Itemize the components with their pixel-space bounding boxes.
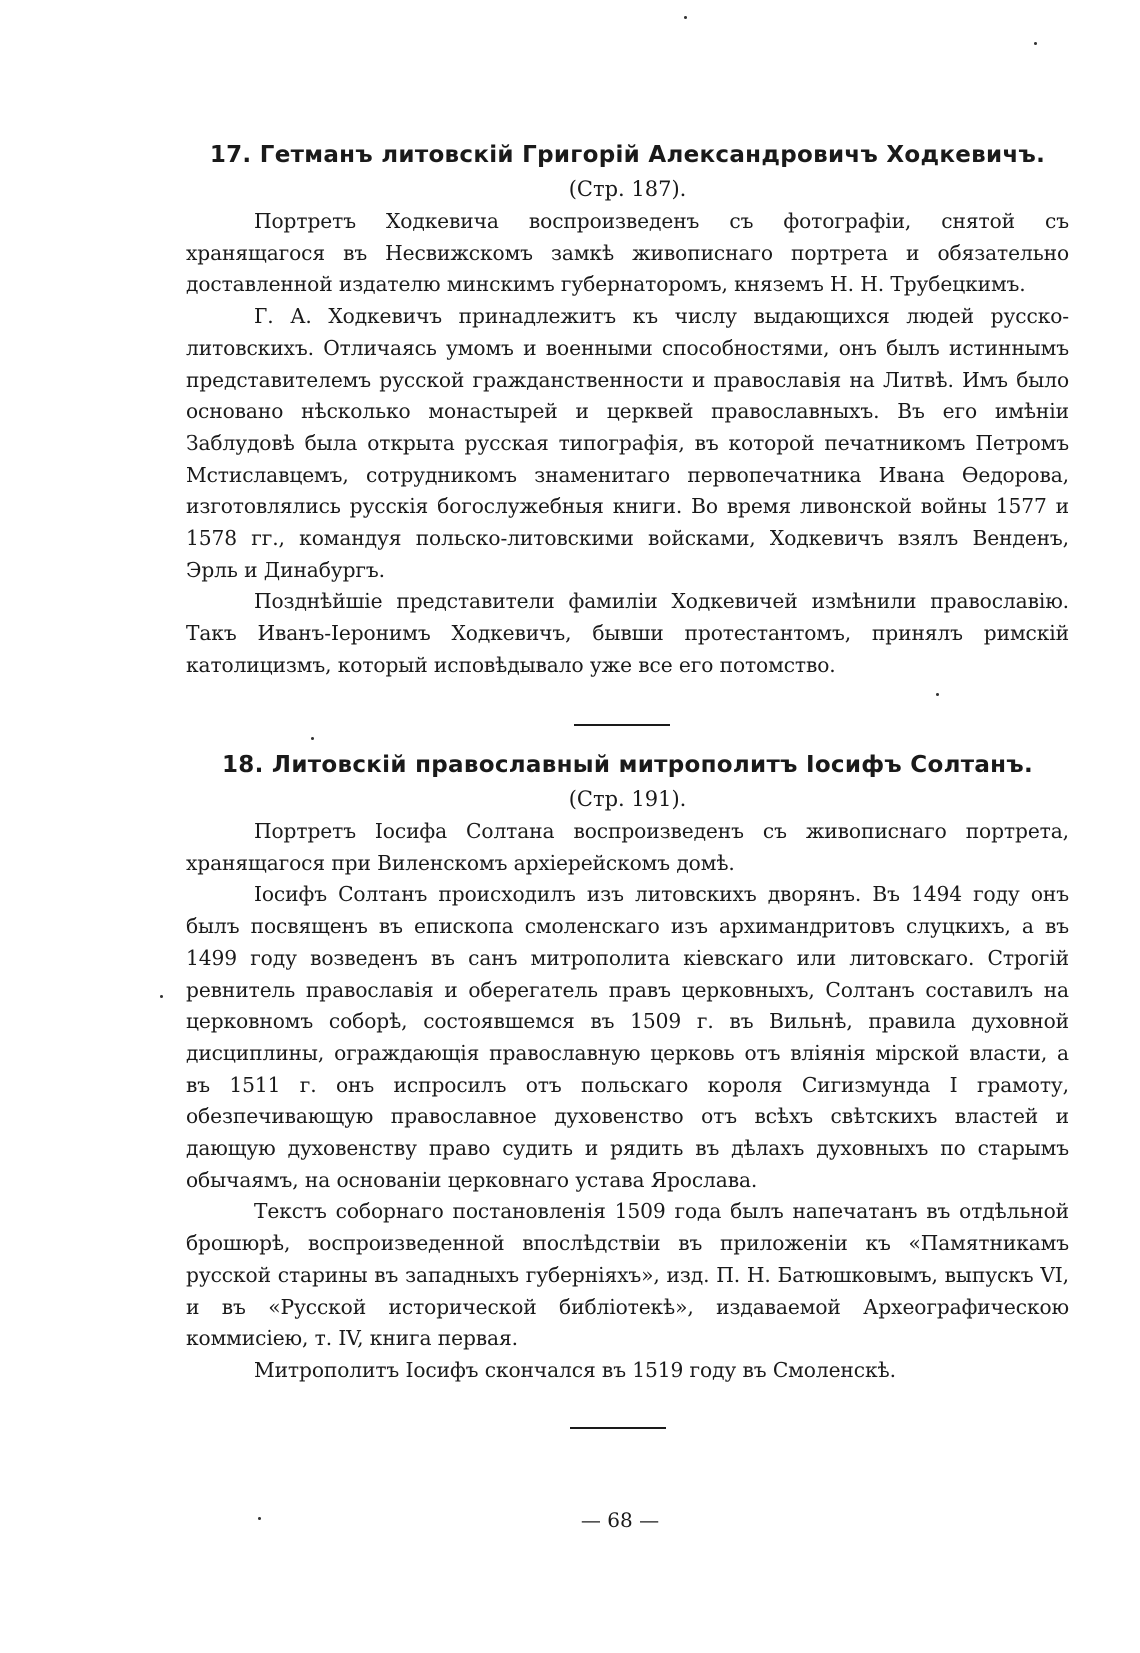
scan-speck <box>1034 42 1037 45</box>
page-reference: (Стр. 187). <box>568 177 687 201</box>
section-heading: 18. Литовскій православный митрополитъ Іосифъ Солтанъ. <box>221 752 1033 778</box>
paragraph: Позднѣйшіе представители фамиліи Ходкевичей измѣнили православію. Такъ Иванъ-Іеронимъ Ходкевичъ, бывши протестантомъ, принялъ римскій католицизмъ, который исповѣдывало уже все его потомство. <box>186 589 1069 677</box>
page-number: — 68 — <box>580 1508 660 1532</box>
section-heading: 17. Гетманъ литовскій Григорій Александровичъ Ходкевичъ. <box>209 142 1046 168</box>
paragraph: Портретъ Ходкевича воспроизведенъ съ фотографіи, снятой съ хранящагося въ Несвижскомъ замкѣ живописнаго портрета и обязательно доставленной издателю минскимъ губернаторомъ, княземъ Н. Н. Трубецкимъ. <box>186 209 1069 297</box>
paragraph: Іосифъ Солтанъ происходилъ изъ литовскихъ дворянъ. Въ 1494 году онъ былъ посвященъ въ епископа смоленскаго изъ архимандритовъ слуцкихъ, а въ 1499 году возведенъ въ санъ митрополита кіевскаго или литовскаго. Строгій ревнитель православія и оберегатель правъ церковныхъ, Солтанъ составилъ на церковномъ соборѣ, состоявшемся въ 1509 г. въ Вильнѣ, правила духовной дисциплины, ограждающія православную церковь отъ вліянія мірской власти, а въ 1511 г. онъ испросилъ отъ польскаго короля Сигизмунда I грамоту, обезпечивающую православное духовенство отъ всѣхъ свѣтскихъ властей и дающую духовенству право судить и рядить въ дѣлахъ духовныхъ по старымъ обычаямъ, на основаніи церковнаго устава Ярослава. <box>186 882 1069 1192</box>
paragraph: Текстъ соборнаго постановленія 1509 года былъ напечатанъ въ отдѣльной брошюрѣ, воспроизведенной впослѣдствіи въ приложеніи къ «Памятникамъ русской старины въ западныхъ губерніяхъ», изд. П. Н. Батюшковымъ, выпускъ VI, и въ «Русской исторической библіотекѣ», издаваемой Археографическою коммисіею, т. IV, книга первая. <box>186 1199 1069 1351</box>
scan-speck <box>936 693 939 696</box>
scan-speck <box>258 1517 261 1520</box>
paragraph: Портретъ Іосифа Солтана воспроизведенъ съ живописнаго портрета, хранящагося при Виленскомъ архіерейскомъ домѣ. <box>186 819 1069 875</box>
scan-speck <box>311 737 314 740</box>
paragraph: Г. А. Ходкевичъ принадлежитъ къ числу выдающихся людей русско-литовскихъ. Отличаясь умомъ и военными способностями, онъ былъ истиннымъ представителемъ русской гражданственности и православія на Литвѣ. Имъ было основано нѣсколько монастырей и церквей православныхъ. Въ его имѣніи Заблудовѣ была открыта русская типографія, въ которой печатникомъ Петромъ Мстиславцемъ, сотрудникомъ знаменитаго первопечатника Ивана Өедорова, изготовлялись русскія богослужебныя книги. Во время ливонской войны 1577 и 1578 гг., командуя польско-литовскими войсками, Ходкевичъ взялъ Венденъ, Эрль и Динабургъ. <box>186 304 1069 582</box>
scan-speck <box>684 16 687 19</box>
section-18 <box>186 748 1069 1387</box>
scan-speck <box>160 995 163 998</box>
paragraph: Митрополитъ Іосифъ скончался въ 1519 году въ Смоленскѣ. <box>254 1357 896 1382</box>
page-reference: (Стр. 191). <box>568 787 687 811</box>
section-divider <box>574 724 670 726</box>
section-17 <box>186 138 1069 682</box>
end-divider <box>570 1427 666 1429</box>
